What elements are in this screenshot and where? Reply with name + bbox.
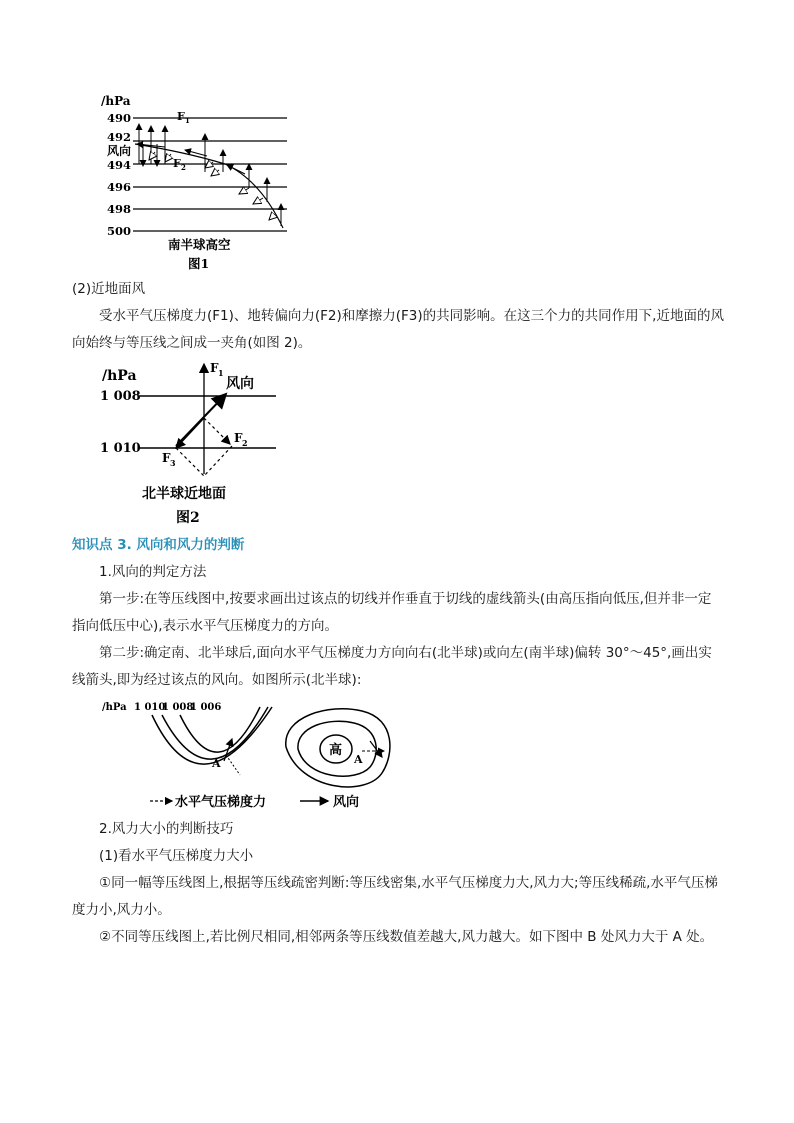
subsection-1-title: 1.风向的判定方法 — [99, 564, 207, 580]
section-2-body: 受水平气压梯度力(F1)、地转偏向力(F2)和摩擦力(F3)的共同影响。在这三个力的共同作用下,近地面的风向始终与等压线之间成一夹角(如图 2)。 — [72, 308, 724, 351]
fig3-point-a-right: A — [354, 753, 363, 766]
fig2-subtitle: 北半球近地面 — [142, 486, 226, 502]
legend-pgf-label: 水平气压梯度力 — [175, 795, 267, 810]
svg-text:F: F — [234, 431, 243, 445]
fig2-f3-arrow — [176, 418, 204, 448]
fig1-caption: 图1 — [188, 256, 210, 271]
knowledge-point-3-heading: 知识点 3. 风向和风力的判断 — [72, 537, 245, 553]
fig2-wind-label: 风向 — [226, 376, 254, 392]
fig3-high-label: 高 — [329, 743, 343, 758]
fig1-pgf-arrows — [139, 124, 281, 226]
svg-text:F: F — [173, 157, 181, 170]
legend-wind-label: 风向 — [333, 795, 360, 810]
fig1-level-496: 496 — [107, 180, 132, 194]
figure-1-southern-upper-air — [95, 92, 300, 274]
fig2-f1-label — [210, 361, 224, 378]
fig1-level-492: 492 — [107, 130, 132, 144]
figure-2-diagram — [98, 358, 283, 526]
fig3-level-1010: 1 010 — [134, 702, 166, 713]
fig1-level-498: 498 — [107, 202, 132, 216]
fig2-caption: 图2 — [176, 510, 200, 526]
step-2-text: 第二步:确定南、北半球后,面向水平气压梯度力方向向右(北半球)或向左(南半球)偏转 30°～45°,画出实线箭头,即为经过该点的风向。如图所示(北半球): — [72, 645, 712, 688]
fig1-wind-heads — [137, 144, 245, 174]
fig2-f3-label — [162, 451, 176, 468]
subsection-2-title: 2.风力大小的判断技巧 — [99, 821, 234, 837]
figure-2-northern-surface — [98, 358, 283, 526]
svg-text:1: 1 — [185, 116, 190, 125]
fig1-f2-label — [173, 157, 186, 172]
fig3-trough-isobars — [152, 707, 272, 764]
step-1-text: 第一步:在等压线图中,按要求画出过该点的切线并作垂直于切线的虚线箭头(由高压指向低压,但并非一定指向低压中心),表示水平气压梯度力的方向。 — [72, 591, 712, 634]
sub-2-1-title: (1)看水平气压梯度力大小 — [99, 848, 254, 864]
fig1-unit-label: /hPa — [101, 94, 131, 108]
fig1-level-494: 494 — [107, 158, 132, 172]
svg-text:F: F — [162, 451, 171, 465]
fig3-level-1008: 1 008 — [162, 702, 194, 713]
item-1-text: ①同一幅等压线图上,根据等压线疏密判断:等压线密集,水平气压梯度力大,风力大;等压线稀疏,水平气压梯度力小,风力小。 — [72, 875, 718, 918]
fig2-unit-label: /hPa — [102, 368, 137, 384]
svg-text:2: 2 — [242, 438, 248, 448]
fig1-isobars — [133, 118, 287, 231]
svg-text:F: F — [210, 361, 219, 375]
svg-text:1: 1 — [218, 368, 224, 378]
svg-text:F: F — [177, 110, 185, 123]
figure-3-diagram — [100, 697, 400, 813]
figure-1-diagram — [95, 92, 300, 274]
section-2-title: (2)近地面风 — [72, 281, 146, 297]
fig3-legend — [150, 794, 359, 810]
fig2-level-1010: 1 010 — [100, 441, 141, 456]
fig2-wind-arrow — [176, 394, 226, 446]
fig3-tangent-left — [226, 755, 240, 775]
fig2-f2-label — [234, 431, 248, 448]
fig1-level-500: 500 — [107, 224, 132, 238]
fig1-subtitle: 南半球高空 — [168, 237, 231, 252]
fig1-coriolis-arrows — [149, 152, 275, 220]
fig2-level-1008: 1 008 — [100, 389, 141, 404]
svg-text:3: 3 — [170, 458, 176, 468]
item-2-text: ②不同等压线图上,若比例尺相同,相邻两条等压线数值差越大,风力越大。如下图中 B 处风力大于 A 处。 — [99, 929, 714, 945]
fig3-level-1006: 1 006 — [190, 702, 222, 713]
fig1-level-490: 490 — [107, 111, 132, 125]
fig1-f1-label — [177, 110, 190, 125]
figure-3-wind-determination — [100, 697, 400, 813]
svg-text:2: 2 — [181, 163, 186, 172]
fig3-point-a-left: A — [212, 757, 221, 770]
fig3-unit-label: /hPa — [102, 702, 127, 713]
fig1-wind-label: 风向 — [107, 144, 132, 158]
